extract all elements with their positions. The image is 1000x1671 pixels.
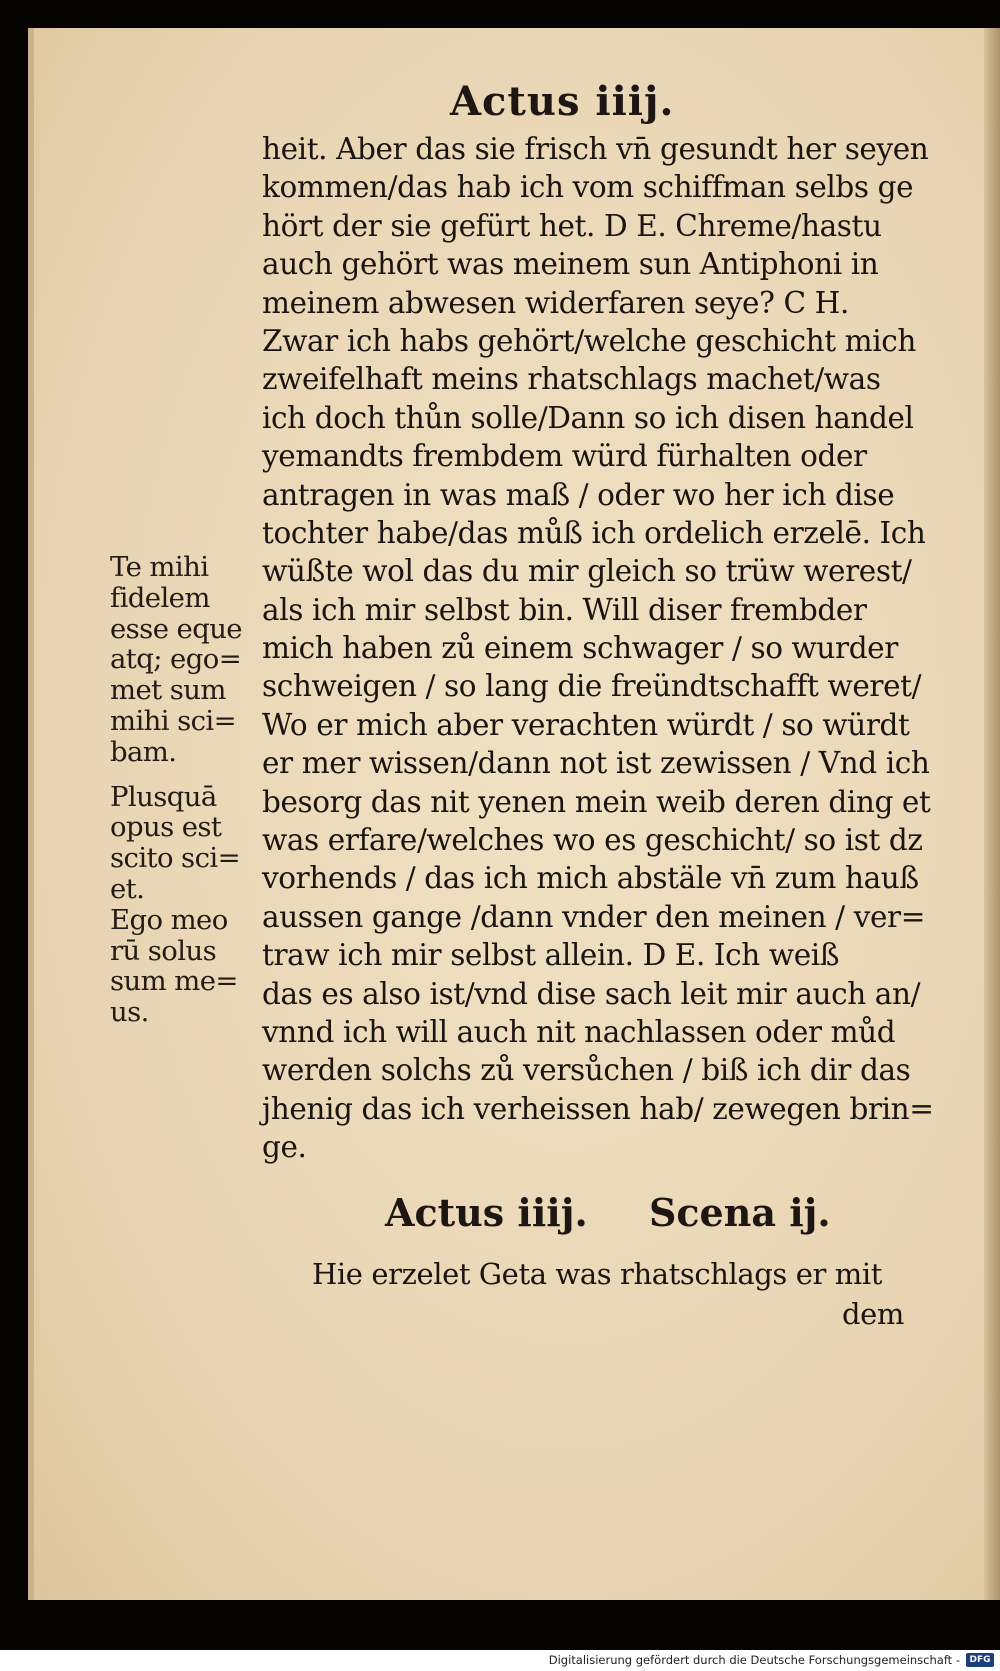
text-line: dem [841,1297,904,1331]
text-line: das es also ist/vnd dise sach leit mir auch an/ [262,976,921,1011]
text-line: mihi sci= [110,704,237,737]
text-line: zweifelhaft meins rhatschlags machet/was [262,362,881,397]
text-line: hört der sie gefürt het. D E. Chreme/hastu [262,208,882,243]
scene-summary [312,1254,912,1334]
text-line: esse eque [110,612,242,645]
text-line: ge. [262,1130,307,1165]
text-line: vorhends / das ich mich abstäle vn̄ zum hauß [262,861,919,896]
footer-bar [0,1650,1000,1671]
text-line: vnnd ich will auch nit nachlassen oder můd [262,1014,896,1049]
text-line: besorg das nit yenen mein weib deren ding et [262,784,931,819]
text-line: er mer wissen/dann not ist zewissen / Vnd ich [262,746,930,781]
running-head: Actus iiij. [450,78,675,125]
footer-credit: Digitalisierung gefördert durch die Deutsche Forschungsgemeinschaft - [548,1653,960,1667]
text-line: ich doch thůn solle/Dann so ich disen handel [262,400,914,435]
text-line: meinem abwesen widerfaren seye? C H. [262,285,849,320]
text-line: scito sci= [110,842,241,875]
page-edge [984,28,1000,1600]
text-line: schweigen / so lang die freündtschafft weret/ [262,669,922,704]
text-line: aussen gange /dann vnder den meinen / ver= [262,899,926,934]
main-text-block [262,130,934,1167]
text-line: sum me= [110,965,238,998]
text-line: yemandts frembdem würd fürhalten oder [262,439,867,474]
text-line: auch gehört was meinem sun Antiphoni in [262,247,879,282]
text-line: als ich mir selbst bin. Will diser frembder [262,592,867,627]
text-line: us. [110,996,149,1029]
text-line: rū solus [110,934,217,967]
text-line: Hie erzelet Geta was rhatschlags er mit [312,1257,883,1291]
scene-heading-act: Actus iiij. [385,1190,588,1235]
text-line: atq; ego= [110,643,242,676]
scene-heading [385,1190,831,1235]
text-line: et. [110,872,145,905]
text-line: opus est [110,811,222,844]
scene-heading-scene: Scena ij. [648,1190,831,1235]
text-line: fidelem [110,581,210,614]
margin-note-quote-2 [110,782,250,1028]
margin-note-gap [110,768,250,782]
dfg-logo: DFG [966,1653,994,1667]
text-line: heit. Aber das sie frisch vn̄ gesundt her seyen [262,132,929,166]
margin-note [110,552,250,1028]
text-line: Zwar ich habs gehört/welche geschicht mich [262,323,916,358]
text-line: traw ich mir selbst allein. D E. Ich weiß [262,938,840,973]
text-line: tochter habe/das můß ich ordelich erzelē. Ich [262,515,926,550]
text-line: werden solchs zů versůchen / biß ich dir das [262,1053,911,1088]
text-line: mich haben zů einem schwager / so wurder [262,631,898,666]
text-line: wüßte wol das du mir gleich so trüw werest/ [262,554,912,589]
text-line: kommen/das hab ich vom schiffman selbs ge [262,170,914,205]
text-line: bam. [110,735,177,768]
text-line: Te mihi [110,551,209,583]
text-line: met sum [110,674,226,707]
text-line: was erfare/welches wo es geschicht/ so ist dz [262,823,923,858]
text-line: antragen in was maß / oder wo her ich dise [262,477,895,512]
text-line: Wo er mich aber verachten würdt / so würdt [262,707,910,742]
margin-note-quote-1 [110,552,250,768]
text-line: jhenig das ich verheissen hab/ zewegen brin= [262,1091,934,1126]
text-line: Ego meo [110,903,228,936]
text-line: Plusquā [110,780,217,813]
